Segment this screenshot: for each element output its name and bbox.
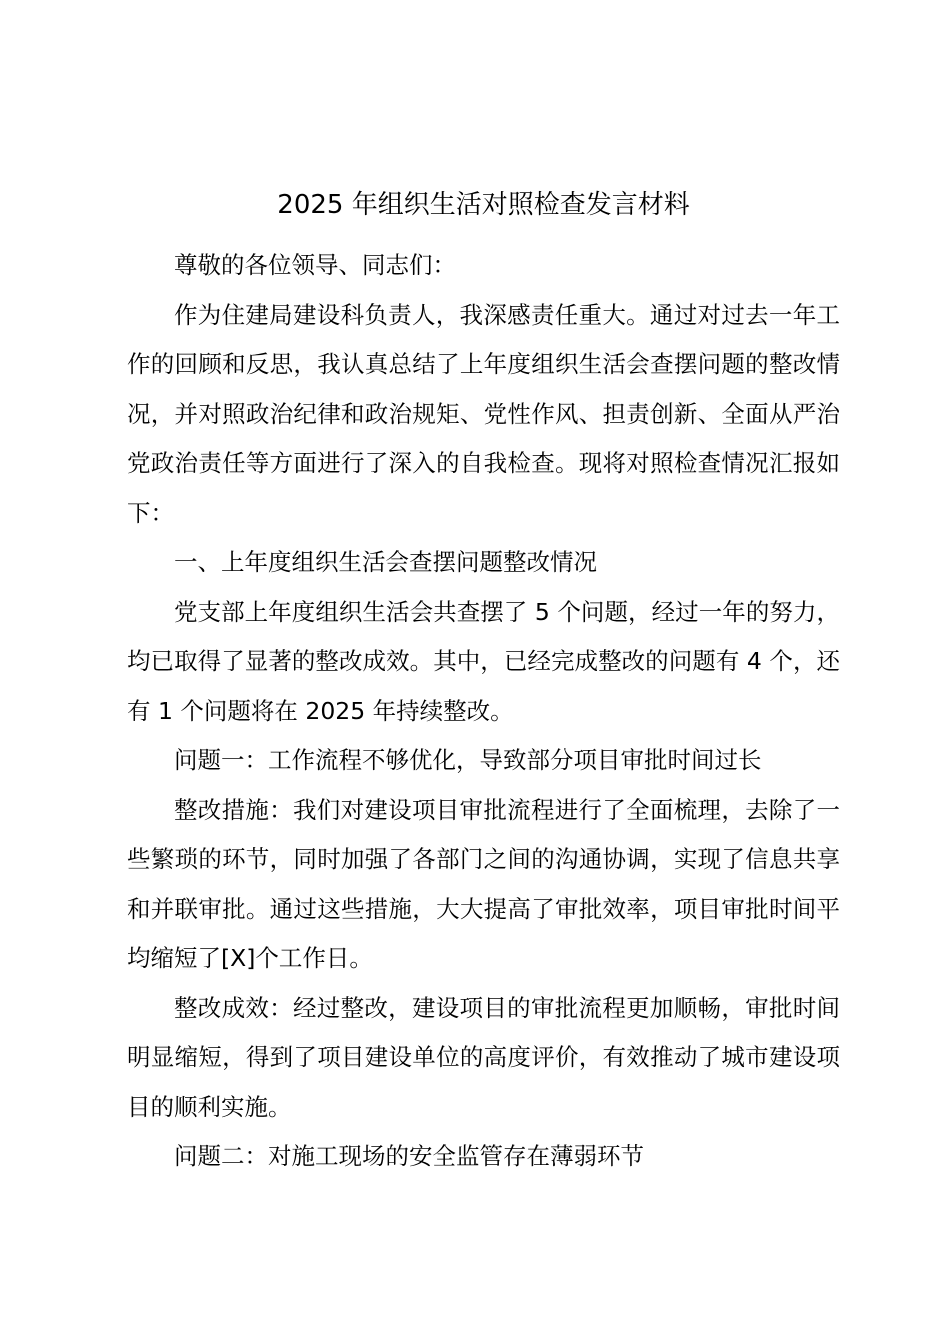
document-title: 2025 年组织生活对照检查发言材料: [277, 190, 690, 220]
section-heading-1: 一、上年度组织生活会查摆问题整改情况: [174, 548, 597, 576]
issue-2-heading: 问题二：对施工现场的安全监管存在薄弱环节: [174, 1142, 644, 1170]
document-page: [127, 185, 840, 1182]
summary-paragraph: 党支部上年度组织生活会共查摆了 5 个问题，经过一年的努力，均已取得了显著的整改成效。其中，已经完成整改的问题有 4 个，还有 1 个问题将在 2025 年持续整改。: [127, 597, 840, 725]
issue-1-results: 整改成效：经过整改，建设项目的审批流程更加顺畅，审批时间明显缩短，得到了项目建设单位的高度评价，有效推动了城市建设项目的顺利实施。: [127, 993, 840, 1121]
issue-1-heading: 问题一：工作流程不够优化，导致部分项目审批时间过长: [174, 746, 762, 774]
salutation: 尊敬的各位领导、同志们：: [174, 251, 456, 279]
issue-1-measures: 整改措施：我们对建设项目审批流程进行了全面梳理，去除了一些繁琐的环节，同时加强了各部门之间的沟通协调，实现了信息共享和并联审批。通过这些措施，大大提高了审批效率，项目审批时间平均缩短了[X]个工作日。: [127, 795, 840, 972]
intro-paragraph: 作为住建局建设科负责人，我深感责任重大。通过对过去一年工作的回顾和反思，我认真总结了上年度组织生活会查摆问题的整改情况，并对照政治纪律和政治规矩、党性作风、担责创新、全面从严治党政治责任等方面进行了深入的自我检查。现将对照检查情况汇报如下：: [127, 300, 840, 527]
